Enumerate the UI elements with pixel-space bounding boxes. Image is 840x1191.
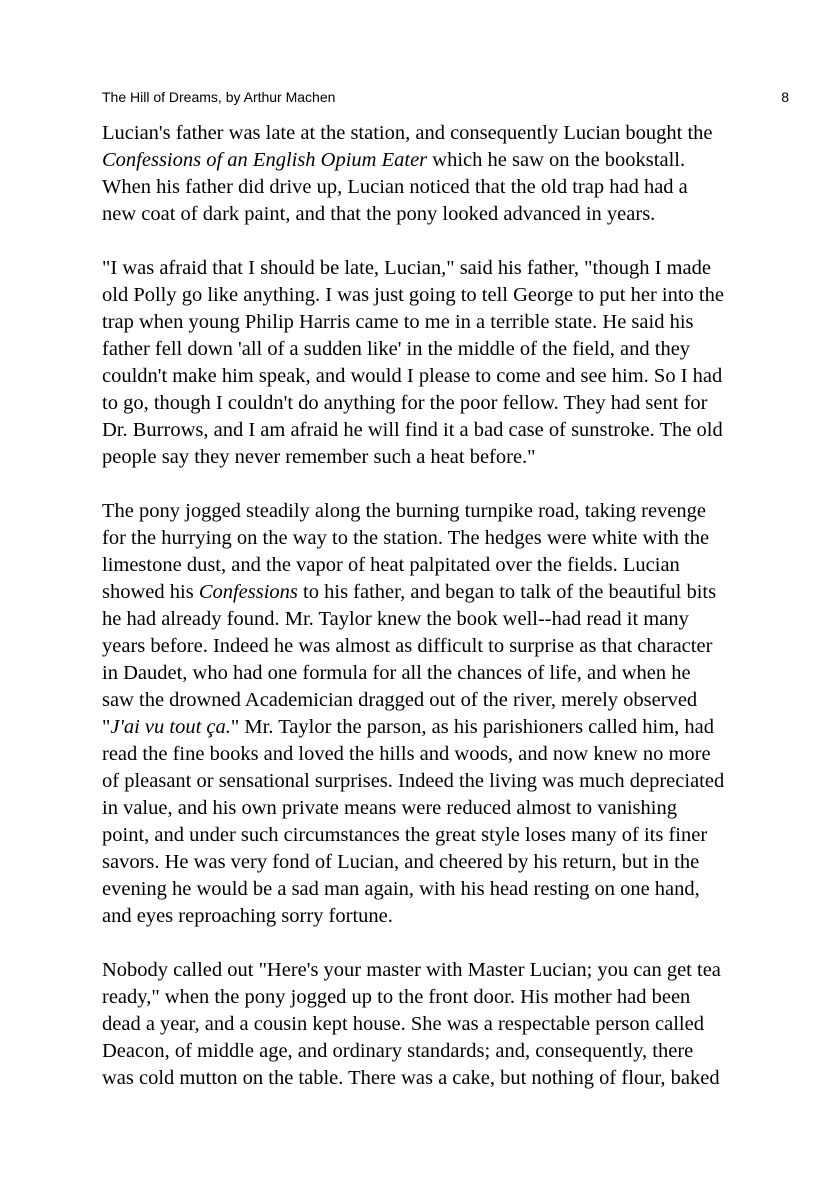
text-line (102, 984, 802, 1011)
text-segment: When his father did drive up, Lucian noticed that the old trap had had a (102, 176, 688, 198)
running-title: The Hill of Dreams, by Arthur Machen (102, 89, 336, 105)
text-line (102, 309, 802, 336)
page-number: 8 (781, 89, 789, 105)
text-line (102, 255, 802, 282)
text-segment: people say they never remember such a heat before." (102, 446, 536, 468)
text-line (102, 903, 802, 930)
text-segment: point, and under such circumstances the great style loses many of its finer (102, 824, 708, 846)
paragraph (102, 255, 802, 471)
text-line (102, 741, 802, 768)
text-line (102, 687, 802, 714)
text-line (102, 282, 802, 309)
italic-text: J'ai vu tout ça. (110, 716, 231, 738)
text-line (102, 822, 802, 849)
text-segment: evening he would be a sad man again, with his head resting on one hand, (102, 878, 700, 900)
text-segment: to go, though I couldn't do anything for the poor fellow. They had sent for (102, 392, 708, 414)
text-segment: Deacon, of middle age, and ordinary standards; and, consequently, there (102, 1040, 694, 1062)
text-line (102, 363, 802, 390)
italic-text: Confessions (198, 581, 298, 603)
text-line (102, 498, 802, 525)
text-segment: Lucian's father was late at the station, and consequently Lucian bought the (102, 122, 713, 144)
text-segment: Dr. Burrows, and I am afraid he will find it a bad case of sunstroke. The old (102, 419, 723, 441)
text-line (102, 633, 802, 660)
text-line (102, 579, 802, 606)
body-text (102, 120, 802, 1119)
text-line (102, 174, 802, 201)
text-segment: Nobody called out "Here's your master with Master Lucian; you can get tea (102, 959, 721, 981)
text-segment: read the fine books and loved the hills and woods, and now knew no more (102, 743, 711, 765)
text-segment: couldn't make him speak, and would I please to come and see him. So I had (102, 365, 723, 387)
text-segment: savors. He was very fond of Lucian, and cheered by his return, but in the (102, 851, 700, 873)
text-segment: ready," when the pony jogged up to the front door. His mother had been (102, 986, 691, 1008)
text-segment: " Mr. Taylor the parson, as his parishioners called him, had (230, 716, 714, 738)
text-segment: which he saw on the bookstall. (427, 149, 686, 171)
text-line (102, 849, 802, 876)
text-segment: years before. Indeed he was almost as difficult to surprise as that character (102, 635, 713, 657)
text-segment: he had already found. Mr. Taylor knew the book well--had read it many (102, 608, 689, 630)
text-line (102, 525, 802, 552)
text-line (102, 957, 802, 984)
italic-text: Confessions of an English Opium Eater (102, 149, 428, 171)
text-line (102, 201, 802, 228)
text-line (102, 876, 802, 903)
text-segment: of pleasant or sensational surprises. Indeed the living was much depreciated (102, 770, 725, 792)
text-segment: and eyes reproaching sorry fortune. (102, 905, 393, 927)
text-line (102, 795, 802, 822)
text-segment: for the hurrying on the way to the station. The hedges were white with the (102, 527, 710, 549)
text-segment: showed his (102, 581, 199, 603)
text-segment: " (102, 716, 111, 738)
paragraph (102, 957, 802, 1092)
text-segment: in Daudet, who had one formula for all the chances of life, and when he (102, 662, 691, 684)
text-segment: saw the drowned Academician dragged out of the river, merely observed (102, 689, 698, 711)
running-header (102, 89, 789, 107)
text-line (102, 768, 802, 795)
text-segment: old Polly go like anything. I was just going to tell George to put her into the (102, 284, 724, 306)
text-line (102, 1038, 802, 1065)
text-segment: trap when young Philip Harris came to me in a terrible state. He said his (102, 311, 694, 333)
text-segment: limestone dust, and the vapor of heat palpitated over the fields. Lucian (102, 554, 680, 576)
text-segment: was cold mutton on the table. There was a cake, but nothing of flour, baked (102, 1067, 720, 1089)
text-segment: "I was afraid that I should be late, Lucian," said his father, "though I made (102, 257, 711, 279)
text-line (102, 714, 802, 741)
text-line (102, 660, 802, 687)
text-line (102, 336, 802, 363)
text-line (102, 1065, 802, 1092)
text-line (102, 120, 802, 147)
paragraph (102, 498, 802, 930)
text-line (102, 606, 802, 633)
text-line (102, 417, 802, 444)
text-segment: The pony jogged steadily along the burning turnpike road, taking revenge (102, 500, 707, 522)
text-segment: to his father, and began to talk of the beautiful bits (297, 581, 717, 603)
text-line (102, 552, 802, 579)
text-line (102, 444, 802, 471)
paragraph (102, 120, 802, 228)
text-line (102, 390, 802, 417)
text-line (102, 147, 802, 174)
text-segment: father fell down 'all of a sudden like' in the middle of the field, and they (102, 338, 691, 360)
text-segment: dead a year, and a cousin kept house. She was a respectable person called (102, 1013, 704, 1035)
text-segment: in value, and his own private means were reduced almost to vanishing (102, 797, 677, 819)
text-line (102, 1011, 802, 1038)
text-segment: new coat of dark paint, and that the pony looked advanced in years. (102, 203, 656, 225)
